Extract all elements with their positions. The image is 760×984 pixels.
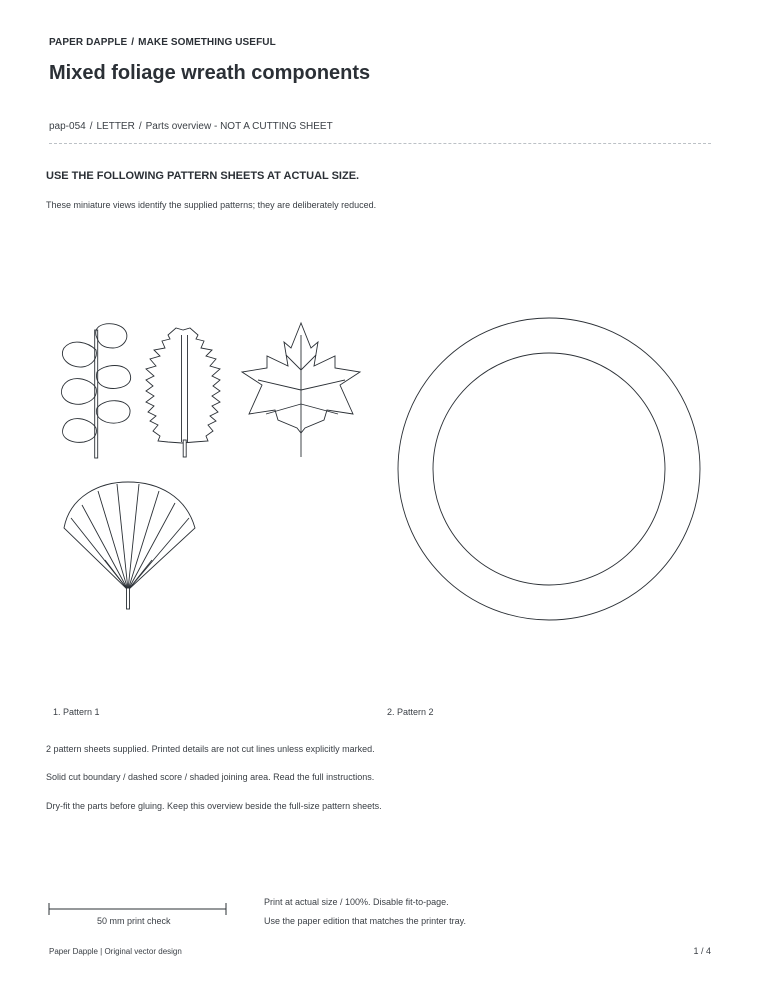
fan-leaf-icon <box>64 482 195 609</box>
dashed-divider <box>49 143 711 144</box>
figure-caption-1: 1. Pattern 1 <box>53 707 100 717</box>
wreath-ring-icon <box>398 318 700 620</box>
note-dry-fit: Dry-fit the parts before gluing. Keep this overview beside the full-size pattern sheets. <box>46 801 382 811</box>
note-sheets: 2 pattern sheets supplied. Printed details are not cut lines unless explicitly marked. <box>46 744 375 754</box>
fern-leaf-icon <box>146 328 220 457</box>
pattern-previews <box>0 300 760 630</box>
scale-bar-label: 50 mm print check <box>97 916 171 926</box>
paper-size: LETTER <box>96 121 135 132</box>
page-title: Mixed foliage wreath components <box>49 62 371 84</box>
eucalyptus-leaf-icon <box>61 324 130 458</box>
note-legend: Solid cut boundary / dashed score / shaded joining area. Read the full instructions. <box>46 772 375 782</box>
footer-credit: Paper Dapple | Original vector design <box>49 947 182 956</box>
brand-line: PAPER DAPPLE / MAKE SOMETHING USEFUL <box>49 37 276 48</box>
brand-tagline: MAKE SOMETHING USEFUL <box>138 37 276 48</box>
paper-instruction: Use the paper edition that matches the printer tray. <box>264 916 466 926</box>
scale-bar-icon <box>48 902 228 916</box>
brand-name: PAPER DAPPLE <box>49 37 128 48</box>
product-code: pap-054 <box>49 121 86 132</box>
intro-note: These miniature views identify the supplied patterns; they are deliberately reduced. <box>46 200 377 210</box>
meta-breadcrumb: pap-054 / LETTER / Parts overview - NOT A CUTTING SHEET <box>49 121 333 132</box>
page-number: 1 / 4 <box>693 946 711 956</box>
instruction-heading: USE THE FOLLOWING PATTERN SHEETS AT ACTUAL SIZE. <box>46 170 360 182</box>
print-instruction: Print at actual size / 100%. Disable fit-to-page. <box>264 897 449 907</box>
sheet-type: Parts overview - NOT A CUTTING SHEET <box>145 121 333 132</box>
figure-caption-2: 2. Pattern 2 <box>387 707 434 717</box>
maple-leaf-icon <box>242 323 360 457</box>
